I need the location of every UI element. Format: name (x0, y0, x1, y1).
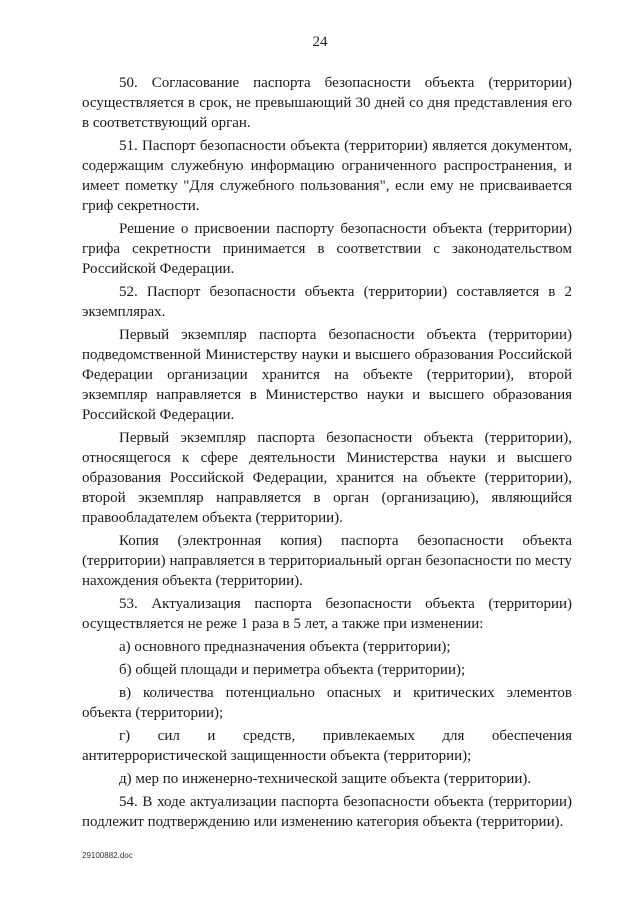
paragraph-electronic-copy: Копия (электронная копия) паспорта безопасности объекта (территории) направляется в территориальный орган безопасности по месту нахождения объекта (территории). (82, 533, 572, 589)
page-number: 24 (312, 34, 328, 50)
paragraph-secrecy-decision: Решение о присвоении паспорту безопасности объекта (территории) грифа секретности принимается в соответствии с законодательством Российской Федерации. (82, 221, 572, 277)
paragraph-first-copy-sphere: Первый экземпляр паспорта безопасности объекта (территории), относящегося к сфере деятельности Министерства науки и высшего образования Российской Федерации, хранится на объекте (территории), второй экземпляр направляется в орган (организацию), являющийся правообладателем объекта (территории). (82, 430, 572, 526)
footer-filename: 29100882.doc (82, 851, 133, 860)
paragraph-first-copy-subordinate: Первый экземпляр паспорта безопасности объекта (территории) подведомственной Министерству науки и высшего образования Российской Федерации организации хранится на объекте (территории), второй экземпляр направляется в Министерство науки и высшего образования Российской Федерации. (82, 327, 572, 423)
paragraph-50: 50. Согласование паспорта безопасности объекта (территории) осуществляется в срок, не превышающий 30 дней со дня представления его в соответствующий орган. (82, 75, 572, 131)
list-item-d: д) мер по инженерно-технической защите объекта (территории). (119, 771, 532, 787)
list-item-g: г) сил и средств, привлекаемых для обеспечения антитеррористической защищенности объекта (территории); (82, 728, 572, 764)
paragraph-54: 54. В ходе актуализации паспорта безопасности объекта (территории) подлежит подтверждению или изменению категория объекта (территории). (82, 794, 572, 830)
list-item-v: в) количества потенциально опасных и критических элементов объекта (территории); (82, 685, 572, 721)
paragraph-52: 52. Паспорт безопасности объекта (территории) составляется в 2 экземплярах. (82, 284, 572, 320)
list-item-b: б) общей площади и периметра объекта (территории); (119, 662, 466, 678)
list-item-a: а) основного предназначения объекта (территории); (119, 639, 451, 655)
paragraph-51: 51. Паспорт безопасности объекта (территории) является документом, содержащим служебную информацию ограниченного распространения, и имеет пометку "Для служебного пользования", если ему не присваивается гриф секретности. (82, 138, 572, 214)
paragraph-53: 53. Актуализация паспорта безопасности объекта (территории) осуществляется не реже 1 раза в 5 лет, а также при изменении: (82, 596, 572, 632)
document-body (82, 73, 572, 835)
